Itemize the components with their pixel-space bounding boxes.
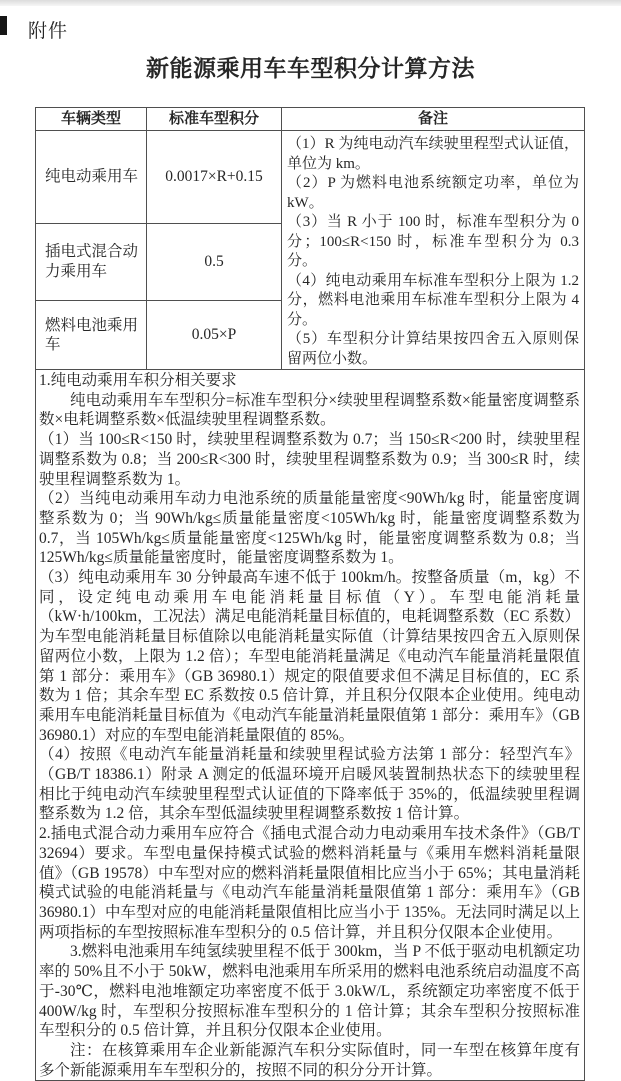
paragraph-bev-formula: 纯电动乘用车车型积分=标准车型积分×续驶里程调整系数×能量密度调整系数×电耗调整系数×低温续驶里程调整系数。 [39, 391, 580, 429]
paragraph-note: 注：在核算乘用车企业新能源汽车积分实际值时，同一车型在核算年度有多个新能源乘用车车型积分的，按照不同的积分分开计算。 [39, 1041, 580, 1079]
page-title: 新能源乘用车车型积分计算方法 [146, 56, 475, 81]
cell-vehicle-type-phev: 插电式混合动力乘用车 [36, 223, 147, 300]
cell-score-formula-bev: 0.0017×R+0.15 [147, 131, 282, 224]
table-header-row [36, 108, 585, 131]
paragraph-range-coefficient: （1）当 100≤R<150 时，续驶里程调整系数为 0.7；当 150≤R<200 时，续驶里程调整系数为 0.8；当 200≤R<300 时，续驶里程调整系数为 0.9；当 300≤R 时，续驶里程调整系数为 1。 [39, 431, 580, 488]
cell-score-formula-phev: 0.5 [147, 223, 282, 300]
scan-artifact-mark [0, 16, 7, 35]
credit-calculation-table [35, 107, 585, 1081]
remark-item-4: （4）纯电动乘用车标准车型积分上限为 1.2 分，燃料电池乘用车标准车型积分上限为 4 分。 [287, 272, 579, 328]
cell-remarks [282, 131, 585, 370]
paragraph-low-temp-coefficient: （4）按照《电动汽车能量消耗量和续驶里程试验方法第 1 部分：轻型汽车》（GB/T 18386.1）附录 A 测定的低温环境开启暖风装置制热状态下的续驶里程相比于纯电动汽车续驶里程型式认证值的下降率低于 35%的，低温续驶里程调整系数为 1.2 倍，其余车型低温续驶里程调整系数按 1 倍计算。 [39, 746, 580, 823]
col-header-standard-score: 标准车型积分 [147, 108, 282, 131]
cell-score-formula-fcv: 0.05×P [147, 301, 282, 370]
scan-artifact-band [0, 0, 621, 6]
paragraph-section1-heading: 1.纯电动乘用车积分相关要求 [39, 372, 237, 389]
paragraph-ec-coefficient: （3）纯电动乘用车 30 分钟最高车速不低于 100km/h。按整备质量（m，kg）不同，设定纯电动乘用车电能消耗量目标值（Y）。车型电能消耗量（kW·h/100km，工况法）满足电能消耗量目标值的，电耗调整系数（EC 系数）为车型电能消耗量目标值除以电能消耗量实际值（计算结果按四舍五入原则保留两位小数，上限为 1.2 倍）；车型电能消耗量满足《电动汽车能量消耗量限值第 1 部分：乘用车》（GB 36980.1）规定的限值要求但不满足目标值的，EC 系数为 1 倍；其余车型 EC 系数按 0.5 倍计算，并且积分仅限本企业使用。纯电动乘用车电能消耗量目标值为《电动汽车能量消耗量限值第 1 部分：乘用车》（GB 36980.1）对应的车型电能消耗量限值的 85%。 [39, 569, 580, 744]
remark-item-5: （5）车型积分计算结果按四舍五入原则保留两位小数。 [287, 331, 579, 367]
col-header-remarks: 备注 [282, 108, 585, 131]
body-text-row [36, 370, 585, 1081]
col-header-vehicle-type: 车辆类型 [36, 108, 147, 131]
cell-vehicle-type-bev: 纯电动乘用车 [36, 131, 147, 224]
attachment-label: 附件 [28, 21, 69, 42]
remark-item-3: （3）当 R 小于 100 时，标准车型积分为 0 分；100≤R<150 时，标准车型积分为 0.3 分。 [287, 214, 579, 269]
cell-vehicle-type-fcv: 燃料电池乘用车 [36, 301, 147, 370]
paragraph-energy-density-coefficient: （2）当纯电动乘用车动力电池系统的质量能量密度<90Wh/kg 时，能量密度调整系数为 0；当 90Wh/kg≤质量能量密度<105Wh/kg 时，能量密度调整系数为 0.7，当 105Wh/kg≤质量能量密度<125Wh/kg 时，能量密度调整系数为 0.8；当 125Wh/kg≤质量能量密度时，能量密度调整系数为 1。 [39, 490, 580, 567]
table-row-bev [36, 131, 585, 224]
remark-item-1: （1）R 为纯电动汽车续驶里程型式认证值，单位为 km。 [287, 136, 579, 172]
body-text-cell [36, 370, 585, 1081]
paragraph-section2-phev: 2.插电式混合动力乘用车应符合《插电式混合动力电动乘用车技术条件》（GB/T 32694）要求。车型电量保持模式试验的燃料消耗量与《乘用车燃料消耗量限值》（GB 19578）中车型对应的燃料消耗量限值相比应当小于 65%；其电量消耗模式试验的电能消耗量与《电动汽车能量消耗量限值第 1 部分：乘用车》（GB 36980.1）中车型对应的电能消耗量限值相比应当小于 135%。无法同时满足以上两项指标的车型按照标准车型积分的 0.5 倍计算，并且积分仅限本企业使用。 [39, 825, 580, 941]
remark-item-2: （2）P 为燃料电池系统额定功率，单位为 kW。 [287, 175, 579, 211]
paragraph-section3-fcv: 3.燃料电池乘用车纯氢续驶里程不低于 300km，当 P 不低于驱动电机额定功率的 50%且不小于 50kW，燃料电池乘用车所采用的燃料电池系统启动温度不高于-30℃，燃料电池堆额定功率密度不低于 3.0kW/L，系统额定功率密度不低于 400W/kg 时，车型积分按照标准车型积分的 1 倍计算；其余车型积分按照标准车型积分的 0.5 倍计算，并且积分仅限本企业使用。 [39, 943, 580, 1040]
